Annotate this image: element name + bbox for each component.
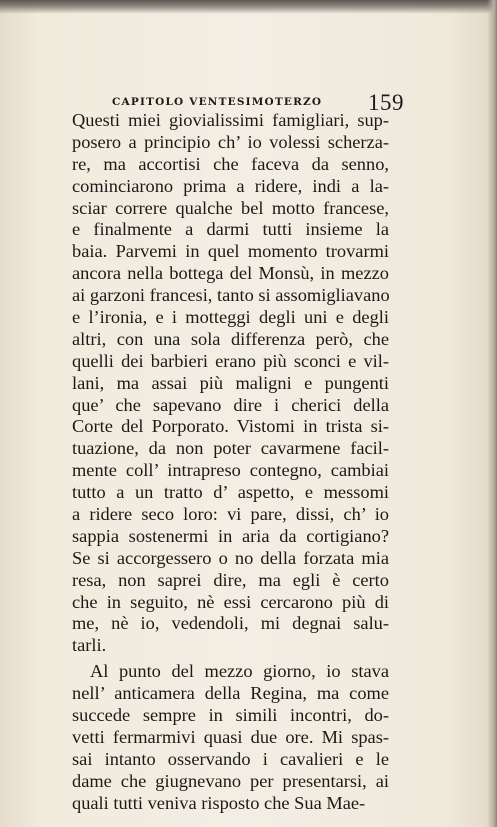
page-number: 159: [368, 90, 404, 115]
text-line: tuazione, da non poter cavarmene facil-: [72, 438, 389, 459]
text-line: sciar correre qualche bel motto francese,: [72, 197, 389, 218]
text-line: nell’ anticamera della Regina, ma come: [72, 683, 389, 704]
text-line: Al punto del mezzo giorno, io stava: [90, 661, 389, 682]
text-line: e finalmente a darmi tutti insieme la: [72, 219, 389, 240]
text-line: sai intanto osservando i cavalieri e le: [72, 748, 389, 769]
text-line: posero a principio ch’ io volessi scherza-: [72, 131, 389, 152]
page-top-shadow: [0, 0, 497, 14]
text-line: Questi miei giovialissimi famigliari, sup-: [72, 110, 389, 130]
text-line: quelli dei barbieri erano più sconci e vil-: [72, 350, 389, 371]
text-line: tarli.: [72, 635, 107, 656]
text-line: altri, con una sola differenza però, che: [72, 328, 389, 349]
text-line: ancora nella bottega del Monsù, in mezzo: [72, 263, 389, 284]
text-line: dame che giugnevano per presentarsi, ai: [72, 770, 389, 791]
text-line: Se si accorgessero o no della forzata mia: [72, 547, 389, 568]
body-text: [72, 110, 389, 815]
text-line: resa, non saprei dire, ma egli è certo: [72, 569, 389, 590]
text-line: cominciarono prima a ridere, indi a la-: [72, 175, 389, 196]
text-line: ai garzoni francesi, tanto si assomigliavano: [72, 285, 390, 306]
text-line: sappia sostenermi in aria da cortigiano?: [72, 525, 389, 546]
text-line: vetti fermarmivi quasi due ore. Mi spas-: [72, 726, 389, 747]
paragraph: [72, 661, 389, 814]
text-line: que’ che sapevano dire i cherici della: [72, 394, 389, 415]
page-right-shadow: [487, 0, 497, 827]
text-line: me, nè io, vedendoli, mi degnai salu-: [72, 613, 389, 634]
text-line: baia. Parvemi in quel momento trovarmi: [72, 241, 389, 262]
text-line: che in seguito, nè essi cercarono più di: [72, 591, 389, 612]
text-line: lani, ma assai più maligni e pungenti: [72, 372, 389, 393]
page-header: [112, 90, 404, 115]
running-head: CAPITOLO VENTESIMOTERZO: [112, 96, 323, 108]
text-line: succede sempre in simili incontri, do-: [72, 705, 389, 726]
text-line: Corte del Porporato. Vistomi in trista si-: [72, 416, 389, 437]
text-line: mente coll’ intrapreso contegno, cambiai: [72, 460, 389, 481]
paragraph: [72, 110, 389, 657]
text-line: e l’ironia, e i motteggi degli uni e degli: [72, 307, 389, 328]
text-line: a ridere seco loro: vi pare, dissi, ch’ io: [72, 504, 389, 525]
text-line: re, ma accortisi che faceva da senno,: [72, 153, 389, 174]
text-line: quali tutti veniva risposto che Sua Mae-: [72, 792, 366, 813]
text-line: tutto a un tratto d’ aspetto, e messomi: [72, 482, 389, 503]
